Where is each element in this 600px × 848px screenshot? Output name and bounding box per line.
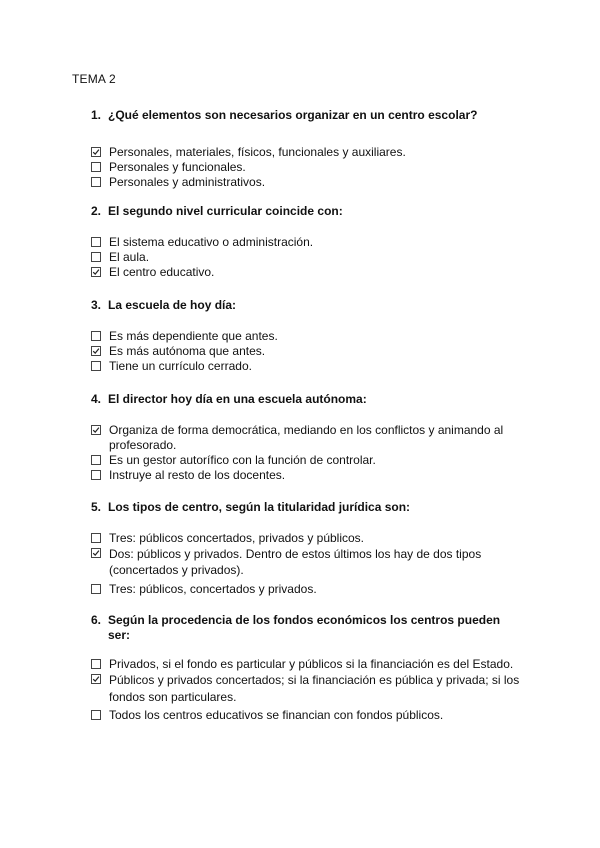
checkbox-checked-icon[interactable]: [91, 267, 101, 277]
option-item[interactable]: [91, 453, 521, 468]
option-item[interactable]: [91, 250, 521, 265]
checkbox-checked-icon[interactable]: [91, 147, 101, 157]
question-heading: [91, 204, 521, 219]
option-item[interactable]: [91, 672, 521, 706]
option-text: Personales y funcionales.: [109, 160, 246, 174]
question-heading: [91, 108, 521, 123]
question-heading: [91, 392, 521, 407]
option-text: Es más dependiente que antes.: [109, 329, 278, 343]
checkbox-icon[interactable]: [91, 584, 101, 594]
document-title: TEMA 2: [72, 72, 116, 86]
option-item[interactable]: [91, 468, 521, 483]
option-item[interactable]: [91, 160, 521, 175]
question-2: [91, 204, 521, 280]
question-number: 4.: [91, 392, 102, 406]
option-item[interactable]: [91, 175, 521, 190]
option-list: [91, 423, 521, 483]
check-mark-icon: [92, 426, 100, 434]
check-mark-icon: [92, 347, 100, 355]
checkbox-checked-icon[interactable]: [91, 425, 101, 435]
question-1: [91, 108, 521, 190]
option-list: [91, 235, 521, 280]
question-number: 2.: [91, 204, 102, 218]
check-mark-icon: [92, 148, 100, 156]
option-item[interactable]: [91, 546, 521, 578]
checkbox-icon[interactable]: [91, 331, 101, 341]
option-item[interactable]: [91, 531, 521, 546]
question-text: El segundo nivel curricular coincide con:: [108, 204, 343, 218]
option-text: Tres: públicos concertados, privados y públicos.: [109, 531, 365, 545]
question-number: 6.: [91, 613, 102, 627]
checkbox-icon[interactable]: [91, 470, 101, 480]
question-text: La escuela de hoy día:: [108, 298, 237, 312]
checkbox-icon[interactable]: [91, 361, 101, 371]
checkbox-icon[interactable]: [91, 533, 101, 543]
option-list: [91, 145, 521, 190]
check-mark-icon: [92, 549, 100, 557]
option-text: Es un gestor autorífico con la función de controlar.: [109, 453, 376, 467]
option-text: El sistema educativo o administración.: [109, 235, 314, 249]
option-list: [91, 657, 521, 723]
question-heading: [91, 613, 521, 643]
option-text: Tiene un currículo cerrado.: [109, 359, 252, 373]
option-text: Privados, si el fondo es particular y públicos si la financiación es del Estado.: [109, 657, 514, 671]
checkbox-icon[interactable]: [91, 252, 101, 262]
option-text: Es más autónoma que antes.: [109, 344, 266, 358]
option-item[interactable]: [91, 265, 521, 280]
checkbox-icon[interactable]: [91, 162, 101, 172]
option-item[interactable]: [91, 329, 521, 344]
option-text: Instruye al resto de los docentes.: [109, 468, 286, 482]
option-item[interactable]: [91, 235, 521, 250]
option-item[interactable]: [91, 145, 521, 160]
question-3: [91, 298, 521, 374]
option-text: Organiza de forma democrática, mediando en los conflictos y animando al profesorado.: [109, 423, 504, 452]
checkbox-checked-icon[interactable]: [91, 346, 101, 356]
question-text: El director hoy día en una escuela autónoma:: [108, 392, 367, 406]
question-heading: [91, 500, 521, 515]
check-mark-icon: [92, 675, 100, 683]
checkbox-icon[interactable]: [91, 710, 101, 720]
question-6: [91, 613, 521, 723]
question-number: 1.: [91, 108, 102, 122]
option-text: El centro educativo.: [109, 265, 215, 279]
check-mark-icon: [92, 268, 100, 276]
checkbox-icon[interactable]: [91, 177, 101, 187]
option-item[interactable]: [91, 657, 521, 672]
question-text: Según la procedencia de los fondos económicos los centros pueden ser:: [108, 613, 501, 642]
option-text: Tres: públicos, concertados y privados.: [109, 582, 317, 596]
checkbox-checked-icon[interactable]: [91, 674, 101, 684]
option-item[interactable]: [91, 359, 521, 374]
checkbox-icon[interactable]: [91, 455, 101, 465]
option-text: Públicos y privados concertados; si la financiación es pública y privada; si los fondos son particulares.: [109, 673, 520, 704]
question-text: ¿Qué elementos son necesarios organizar en un centro escolar?: [108, 108, 478, 122]
option-item[interactable]: [91, 582, 521, 597]
question-5: [91, 500, 521, 597]
option-item[interactable]: [91, 423, 521, 453]
option-text: Personales, materiales, físicos, funcionales y auxiliares.: [109, 145, 406, 159]
option-item[interactable]: [91, 344, 521, 359]
question-text: Los tipos de centro, según la titularidad jurídica son:: [108, 500, 411, 514]
question-number: 3.: [91, 298, 102, 312]
question-heading: [91, 298, 521, 313]
option-item[interactable]: [91, 708, 521, 723]
option-list: [91, 531, 521, 597]
option-text: Todos los centros educativos se financian con fondos públicos.: [109, 708, 444, 722]
checkbox-checked-icon[interactable]: [91, 548, 101, 558]
option-list: [91, 329, 521, 374]
checkbox-icon[interactable]: [91, 659, 101, 669]
option-text: El aula.: [109, 250, 150, 264]
option-text: Dos: públicos y privados. Dentro de estos últimos los hay de dos tipos (concertados y privados).: [109, 547, 482, 577]
checkbox-icon[interactable]: [91, 237, 101, 247]
question-4: [91, 392, 521, 483]
option-text: Personales y administrativos.: [109, 175, 266, 189]
question-number: 5.: [91, 500, 102, 514]
